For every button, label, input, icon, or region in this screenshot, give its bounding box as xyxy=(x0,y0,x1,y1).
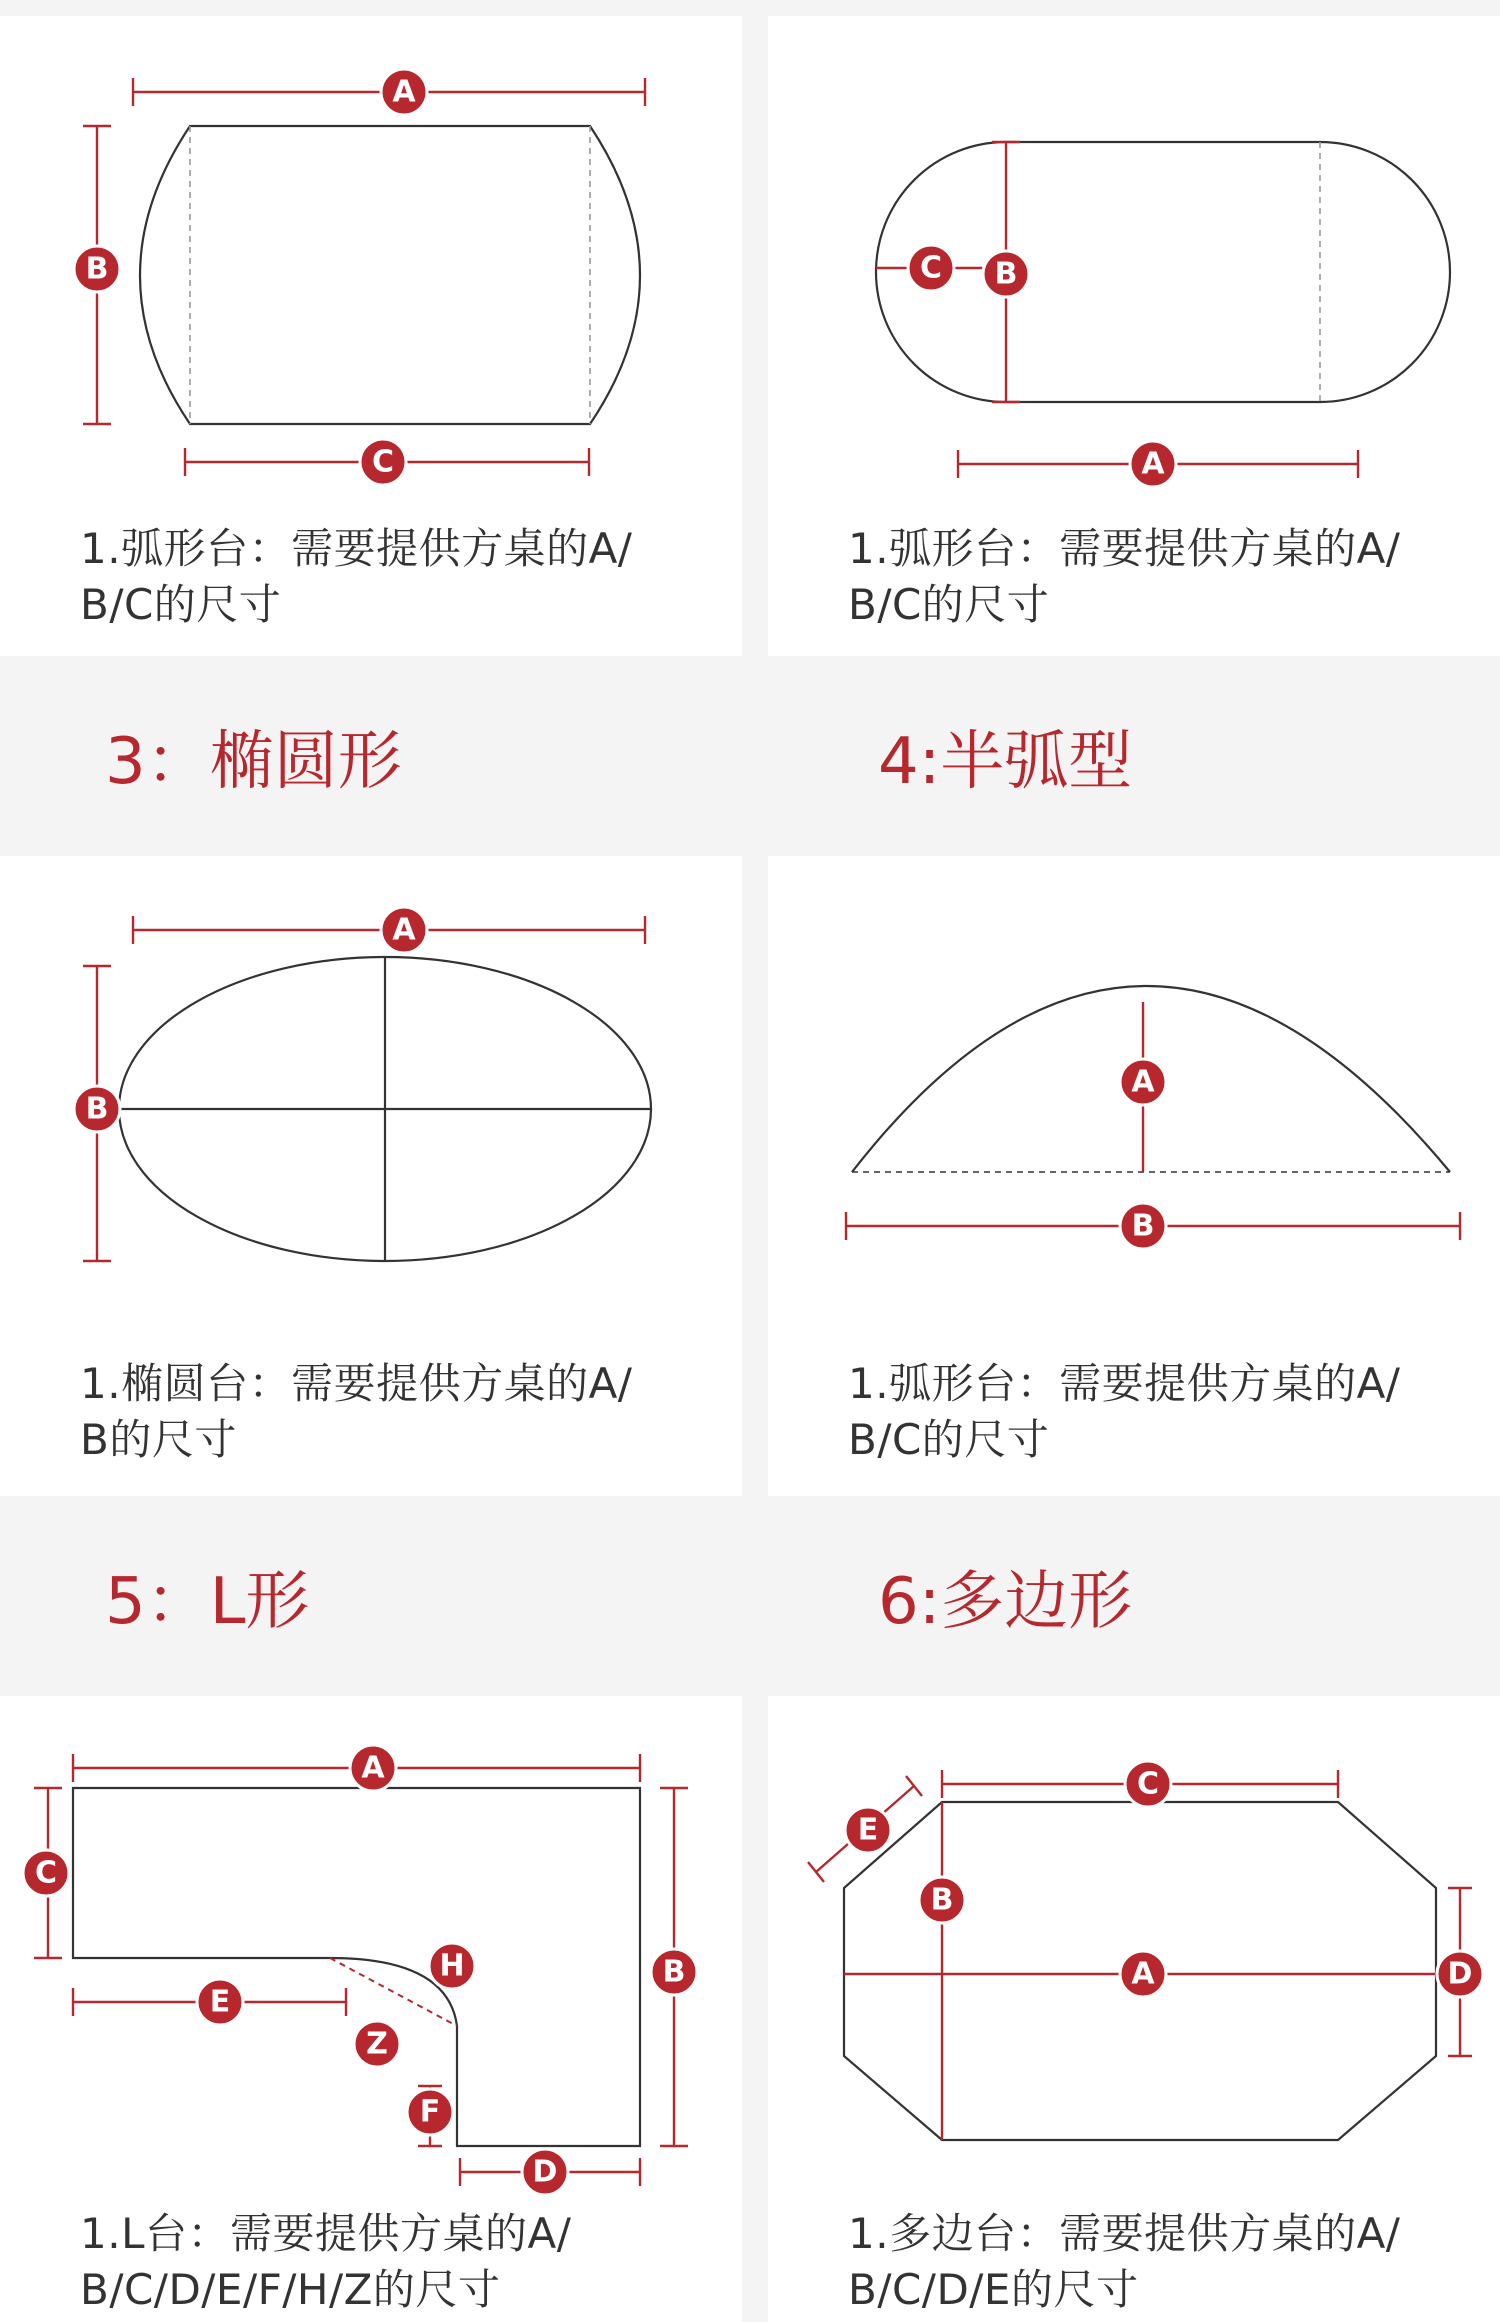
svg-text:C: C xyxy=(1136,1766,1160,1802)
diagram-card-arc-table xyxy=(0,16,742,656)
dimension-badge-d xyxy=(1437,1951,1483,1997)
svg-text:C: C xyxy=(371,444,395,480)
card-caption: 1.L台：需要提供方桌的A/ B/C/D/E/F/H/Z的尺寸 xyxy=(80,2209,572,2314)
card-caption: 1.弧形台：需要提供方桌的A/ B/C的尺寸 xyxy=(848,1359,1401,1464)
svg-text:F: F xyxy=(419,2094,441,2130)
card-caption: 1.弧形台：需要提供方桌的A/ B/C的尺寸 xyxy=(80,524,633,629)
dimension-badge-e xyxy=(845,1807,891,1853)
dimension-badge-b xyxy=(919,1877,965,1923)
svg-text:B: B xyxy=(85,1091,109,1127)
section-title-half-arc: 4:半弧型 xyxy=(878,725,1133,799)
dimension-badge-a xyxy=(1130,441,1176,487)
dimension-badge-h xyxy=(429,1943,475,1989)
svg-text:H: H xyxy=(439,1948,465,1984)
svg-text:E: E xyxy=(857,1812,879,1848)
svg-text:B: B xyxy=(1131,1208,1155,1244)
dimension-badge-c xyxy=(908,245,954,291)
dimension-badge-c xyxy=(23,1850,69,1896)
card-caption: 1.多边台：需要提供方桌的A/ B/C/D/E的尺寸 xyxy=(848,2209,1401,2314)
dimension-badge-a xyxy=(381,907,427,953)
dimension-badge-b xyxy=(74,1086,120,1132)
svg-text:E: E xyxy=(209,1984,231,2020)
svg-text:C: C xyxy=(34,1855,58,1891)
dimension-badge-c xyxy=(1125,1761,1171,1807)
diagram-card-polygon-table xyxy=(768,1696,1500,2322)
diagram-card-l-table xyxy=(0,1696,742,2322)
section-title-polygon: 6:多边形 xyxy=(878,1565,1133,1639)
svg-text:C: C xyxy=(919,250,943,286)
dimension-badge-a xyxy=(1120,1059,1166,1105)
svg-text:Z: Z xyxy=(366,2026,388,2062)
svg-text:B: B xyxy=(85,251,109,287)
svg-text:A: A xyxy=(361,1750,385,1786)
diagram-card-rounded-table xyxy=(768,16,1500,656)
svg-text:D: D xyxy=(1447,1956,1473,1992)
svg-text:A: A xyxy=(1131,1956,1155,1992)
card-caption: 1.椭圆台：需要提供方桌的A/ B的尺寸 xyxy=(80,1359,633,1464)
diagram-card-oval-table xyxy=(0,856,742,1496)
card-caption: 1.弧形台：需要提供方桌的A/ B/C的尺寸 xyxy=(848,524,1401,629)
section-title-oval: 3：椭圆形 xyxy=(105,725,402,799)
dimension-badge-b xyxy=(1120,1203,1166,1249)
svg-text:B: B xyxy=(662,1954,686,1990)
dimension-badge-d xyxy=(522,2149,568,2195)
dimension-badge-z xyxy=(354,2021,400,2067)
svg-text:A: A xyxy=(392,74,416,110)
svg-text:B: B xyxy=(994,256,1018,292)
dimension-badge-e xyxy=(197,1979,243,2025)
svg-text:D: D xyxy=(532,2154,558,2190)
diagram-card-half-arc-table xyxy=(768,856,1500,1496)
dimension-badge-a xyxy=(350,1745,396,1791)
dimension-badge-b xyxy=(651,1949,697,1995)
dimension-badge-b xyxy=(74,246,120,292)
dimension-badge-a xyxy=(1120,1951,1166,1997)
dimension-badge-b xyxy=(983,251,1029,297)
section-title-l-shape: 5：L形 xyxy=(105,1565,310,1639)
svg-text:A: A xyxy=(392,912,416,948)
dimension-badge-c xyxy=(360,439,406,485)
svg-text:A: A xyxy=(1141,446,1165,482)
svg-text:A: A xyxy=(1131,1064,1155,1100)
svg-text:B: B xyxy=(930,1882,954,1918)
dimension-badge-f xyxy=(407,2089,453,2135)
dimension-badge-a xyxy=(381,69,427,115)
